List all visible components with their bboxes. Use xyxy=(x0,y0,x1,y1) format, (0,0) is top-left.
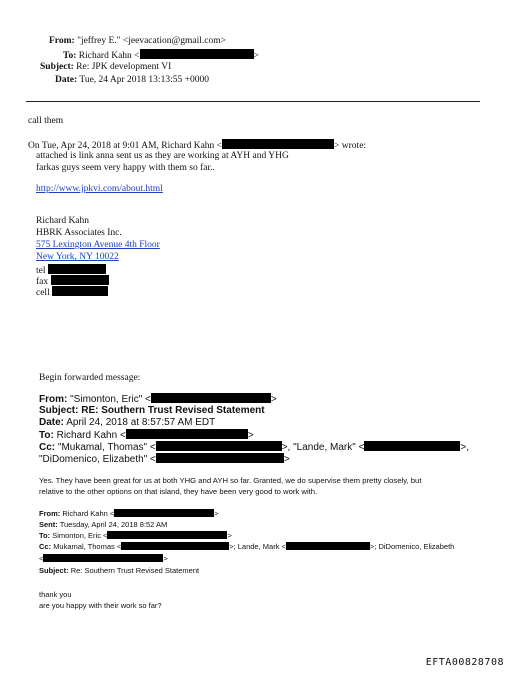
header-subject xyxy=(40,62,171,73)
reply-text: call them xyxy=(28,116,64,126)
header-date-label: Date: xyxy=(55,75,78,85)
quoted-line-2: farkas guys seem very happy with them so far.. xyxy=(36,163,215,173)
redaction-bar xyxy=(140,49,254,59)
redaction-bar xyxy=(156,441,282,451)
original-cc: Cc: Mukamal, Thomas < >; Lande, Mark < >; DiDomenico, Elizabeth xyxy=(39,542,455,551)
header-to: To: Richard Kahn < > xyxy=(63,51,259,61)
forwarded-body-line-2: relative to the other options on that island, they have been very good to work with. xyxy=(39,487,318,496)
forwarded-to: To: Richard Kahn < > xyxy=(39,430,254,441)
redaction-bar xyxy=(121,542,229,550)
redaction-bar xyxy=(222,139,334,149)
bates-number: EFTA00828708 xyxy=(425,657,504,668)
original-sent: Sent: Tuesday, April 24, 2018 8:52 AM xyxy=(39,520,168,529)
redaction-bar xyxy=(107,531,227,539)
signature-address-link-1[interactable]: 575 Lexington Avenue 4th Floor xyxy=(36,240,160,250)
redaction-bar xyxy=(114,509,214,517)
header-divider xyxy=(26,101,480,102)
redaction-bar xyxy=(364,441,460,451)
original-subject: Subject: Re: Southern Trust Revised Statement xyxy=(39,566,200,575)
redaction-bar xyxy=(156,453,284,463)
header-subject-label: Subject: xyxy=(40,62,74,72)
redaction-bar xyxy=(286,542,370,550)
original-from: From: Richard Kahn < > xyxy=(39,509,219,518)
signature-fax: fax xyxy=(36,275,109,288)
header-date xyxy=(55,75,209,86)
redaction-bar xyxy=(151,393,271,403)
forwarded-cc-cont: "DiDomenico, Elizabeth" < > xyxy=(39,454,290,465)
redaction-bar xyxy=(48,264,106,274)
header-date-value: Tue, 24 Apr 2018 13:13:55 +0000 xyxy=(79,75,209,85)
signature-address-link-2[interactable]: New York, NY 10022 xyxy=(36,252,119,262)
original-cc-cont: < > xyxy=(39,554,168,563)
signature-name: Richard Kahn xyxy=(36,216,90,226)
redaction-bar xyxy=(52,286,108,296)
header-from-label: From: xyxy=(49,36,75,46)
original-body-line-2: are you happy with their work so far? xyxy=(39,601,162,610)
original-body-line-1: thank you xyxy=(39,590,72,599)
forwarded-body-line-1: Yes. They have been great for us at both YHG and AYH so far. Granted, we do supervise them pretty closely, but xyxy=(39,476,422,485)
redaction-bar xyxy=(43,554,163,562)
signature-cell: cell xyxy=(36,286,108,299)
original-to: To: Simonton, Eric < > xyxy=(39,531,232,540)
quoted-line-1: attached is link anna sent us as they are working at AYH and YHG xyxy=(36,151,289,161)
forwarded-date: Date: April 24, 2018 at 8:57:57 AM EDT xyxy=(39,417,216,428)
redaction-bar xyxy=(126,429,248,439)
forwarded-from: From: "Simonton, Eric" < > xyxy=(39,394,277,405)
signature-tel: tel xyxy=(36,264,106,277)
header-subject-value: Re: JPK development VI xyxy=(76,62,172,72)
forwarded-subject: Subject: RE: Southern Trust Revised Statement xyxy=(39,405,265,416)
redaction-bar xyxy=(51,275,109,285)
signature-company: HBRK Associates Inc. xyxy=(36,228,122,238)
forwarded-cc: Cc: "Mukamal, Thomas" < >, "Lande, Mark" < >, xyxy=(39,442,470,453)
forwarded-intro: Begin forwarded message: xyxy=(39,373,141,383)
quoted-intro: On Tue, Apr 24, 2018 at 9:01 AM, Richard Kahn < > wrote: xyxy=(28,141,367,151)
quoted-url-link[interactable]: http://www.jpkvi.com/about.html xyxy=(36,184,163,194)
header-to-label: To: xyxy=(63,51,77,61)
header-from-value: "jeffrey E." <jeevacation@gmail.com> xyxy=(77,36,226,46)
header-from xyxy=(49,36,226,47)
